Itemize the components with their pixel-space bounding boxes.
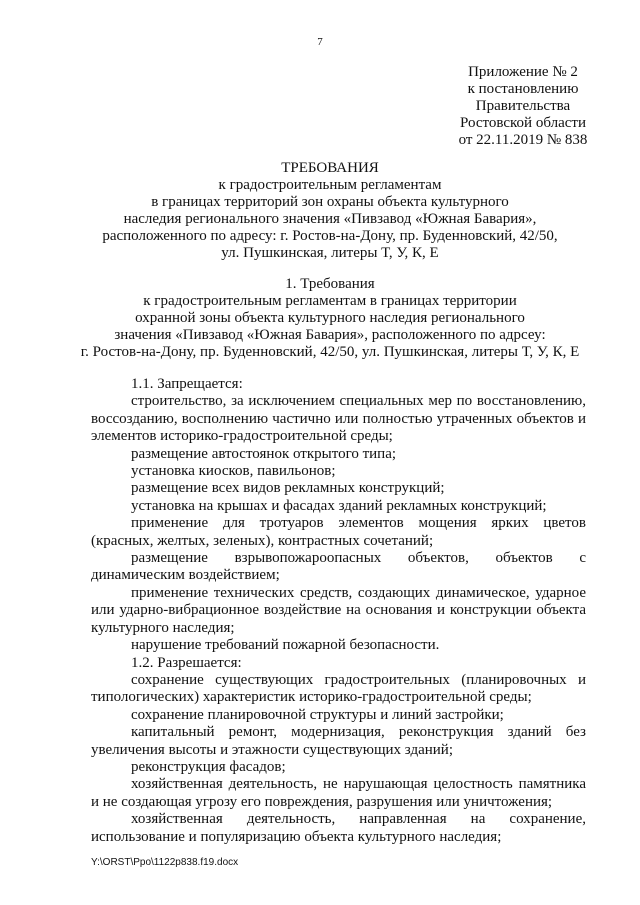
section-heading: 1. Требования — [285, 276, 375, 292]
title-line: ул. Пушкинская, литеры Т, У, К, Е — [221, 245, 439, 261]
body-paragraph: размещение автостоянок открытого типа; — [131, 445, 397, 462]
body-paragraph: размещение взрывопожароопасных объектов, объектов с динамическим воздействием; — [91, 550, 586, 584]
section-line: г. Ростов-на-Дону, пр. Буденновский, 42/50, ул. Пушкинская, литеры Т, У, К, Е — [80, 344, 580, 360]
body-paragraph: нарушение требований пожарной безопасности. — [131, 637, 440, 654]
page-number: 7 — [317, 36, 323, 48]
body-paragraph: капитальный ремонт, модернизация, реконструкция зданий без увеличения высоты и этажности существующих зданий; — [91, 724, 586, 758]
body-paragraph: сохранение существующих градостроительных (планировочных и типологических) характеристик историко-градостроительной среды; — [91, 671, 586, 706]
title-heading: ТРЕБОВАНИЯ — [281, 160, 379, 176]
file-path-footer: Y:\ORST\Ppo\1122p838.f19.docx — [91, 857, 239, 868]
title-line: наследия регионального значения «Пивзавод «Южная Бавария», — [123, 211, 537, 227]
title-line: расположенного по адресу: г. Ростов-на-Дону, пр. Буденновский, 42/50, — [102, 228, 558, 244]
body-paragraph: сохранение планировочной структуры и линий застройки; — [131, 706, 504, 723]
subsection-heading: 1.1. Запрещается: — [131, 376, 243, 392]
body-paragraph: установка киосков, павильонов; — [131, 463, 336, 480]
body-paragraph: применение технических средств, создающих динамическое, ударное или ударно-вибрационное воздействие на основания и конструкции объекта культурного наследия; — [91, 584, 586, 636]
appendix-line: Ростовской области — [460, 115, 586, 131]
appendix-line: к постановлению — [467, 81, 579, 97]
body-paragraph: хозяйственная деятельность, направленная на сохранение, использование и популяризацию объекта культурного наследия; — [91, 811, 586, 845]
body-paragraph: применение для тротуаров элементов мощения ярких цветов (красных, желтых, зеленых), контрастных сочетаний; — [91, 515, 586, 549]
appendix-block — [430, 64, 616, 149]
appendix-line: Приложение № 2 — [468, 64, 578, 80]
appendix-line: от 22.11.2019 № 838 — [458, 132, 588, 148]
section-line: охранной зоны объекта культурного наследия регионального — [135, 310, 525, 326]
body-paragraph: реконструкция фасадов; — [131, 758, 286, 775]
body-paragraph: размещение всех видов рекламных конструкций; — [131, 480, 445, 497]
body-paragraph: хозяйственная деятельность, не нарушающая целостность памятника и не создающая угрозу его повреждения, разрушения или уничтожения; — [91, 776, 586, 810]
body-text — [91, 376, 586, 846]
appendix-line: Правительства — [475, 98, 571, 114]
title-line: в границах территорий зон охраны объекта культурного — [151, 194, 509, 210]
document-title — [60, 160, 600, 262]
title-line: к градостроительным регламентам — [218, 177, 442, 193]
section-line: к градостроительным регламентам в границах территории — [143, 293, 517, 309]
body-paragraph: установка на крышах и фасадах зданий рекламных конструкций; — [131, 497, 547, 514]
section-line: значения «Пивзавод «Южная Бавария», расположенного по адрсеу: — [114, 327, 546, 343]
subsection-heading: 1.2. Разрешается: — [131, 654, 242, 671]
section-title — [60, 276, 600, 361]
body-paragraph: строительство, за исключением специальных мер по восстановлению, воссозданию, восполнению частично или полностью утраченных объектов и элементов историко-градостроительной среды; — [91, 393, 586, 445]
